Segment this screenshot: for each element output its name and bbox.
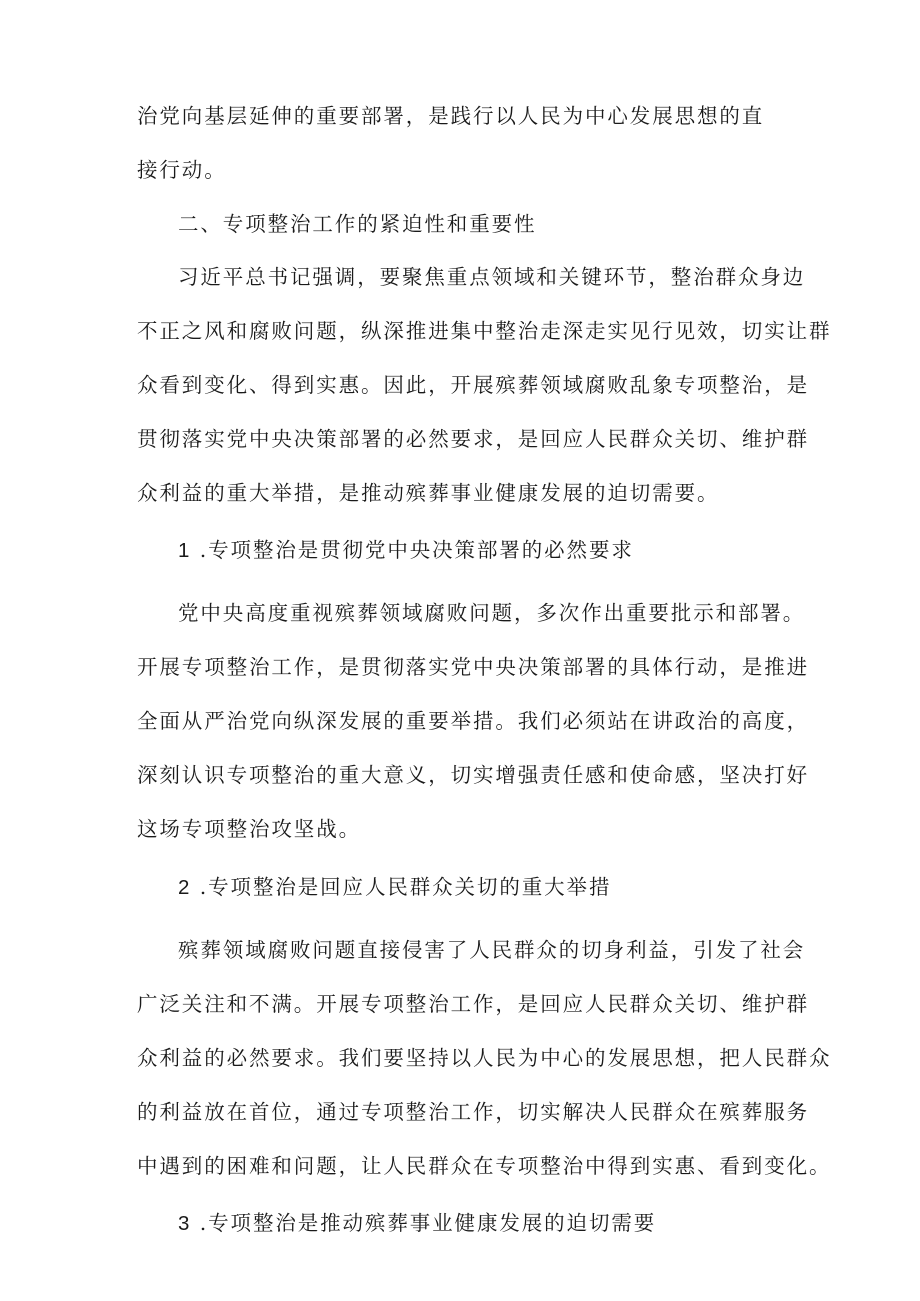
item2-number: 2: [178, 876, 192, 899]
para1-line-1: 习近平总书记强调，要聚焦重点领域和关键环节，整治群众身边: [178, 265, 806, 289]
item1-line-3: 全面从严治党向纵深发展的重要举措。我们必须站在讲政治的高度，: [137, 709, 809, 733]
item2-heading: [178, 872, 611, 903]
section-heading: 二、专项整治工作的紧迫性和重要性: [178, 212, 537, 236]
item1-line-2: 开展专项整治工作，是贯彻落实党中央决策部署的具体行动，是推进: [137, 655, 809, 679]
item3-number: 3: [178, 1212, 192, 1235]
para1-line-4: 贯彻落实党中央决策部署的必然要求，是回应人民群众关切、维护群: [137, 427, 809, 451]
item1-line-4: 深刻认识专项整治的重大意义，切实增强责任感和使命感，坚决打好: [137, 763, 809, 787]
item1-title: .专项整治是贯彻党中央决策部署的必然要求: [199, 538, 634, 562]
intro-line-2: 接行动。: [137, 158, 227, 182]
item2-line-1: 殡葬领域腐败问题直接侵害了人民群众的切身利益，引发了社会: [178, 938, 806, 962]
para1-line-5: 众利益的重大举措，是推动殡葬事业健康发展的迫切需要。: [137, 481, 720, 505]
para1-line-2: 不正之风和腐败问题，纵深推进集中整治走深走实见行见效，切实让群: [137, 319, 832, 343]
item1-line-5: 这场专项整治攻坚战。: [137, 817, 361, 841]
intro-line-1: 治党向基层延伸的重要部署，是践行以人民为中心发展思想的直: [137, 104, 765, 128]
item2-line-3: 众利益的必然要求。我们要坚持以人民为中心的发展思想，把人民群众: [137, 1046, 832, 1070]
item3-title: .专项整治是推动殡葬事业健康发展的迫切需要: [199, 1211, 657, 1235]
item2-line-2: 广泛关注和不满。开展专项整治工作，是回应人民群众关切、维护群: [137, 992, 809, 1016]
item1-number: 1: [178, 539, 192, 562]
item2-title: .专项整治是回应人民群众关切的重大举措: [199, 875, 612, 899]
item2-line-5: 中遇到的困难和问题，让人民群众在专项整治中得到实惠、看到变化。: [137, 1154, 832, 1178]
item2-line-4: 的利益放在首位，通过专项整治工作，切实解决人民群众在殡葬服务: [137, 1100, 809, 1124]
item1-line-1: 党中央高度重视殡葬领域腐败问题，多次作出重要批示和部署。: [178, 601, 806, 625]
item1-heading: [178, 535, 634, 566]
para1-line-3: 众看到变化、得到实惠。因此，开展殡葬领域腐败乱象专项整治，是: [137, 373, 809, 397]
item3-heading: [178, 1208, 656, 1239]
